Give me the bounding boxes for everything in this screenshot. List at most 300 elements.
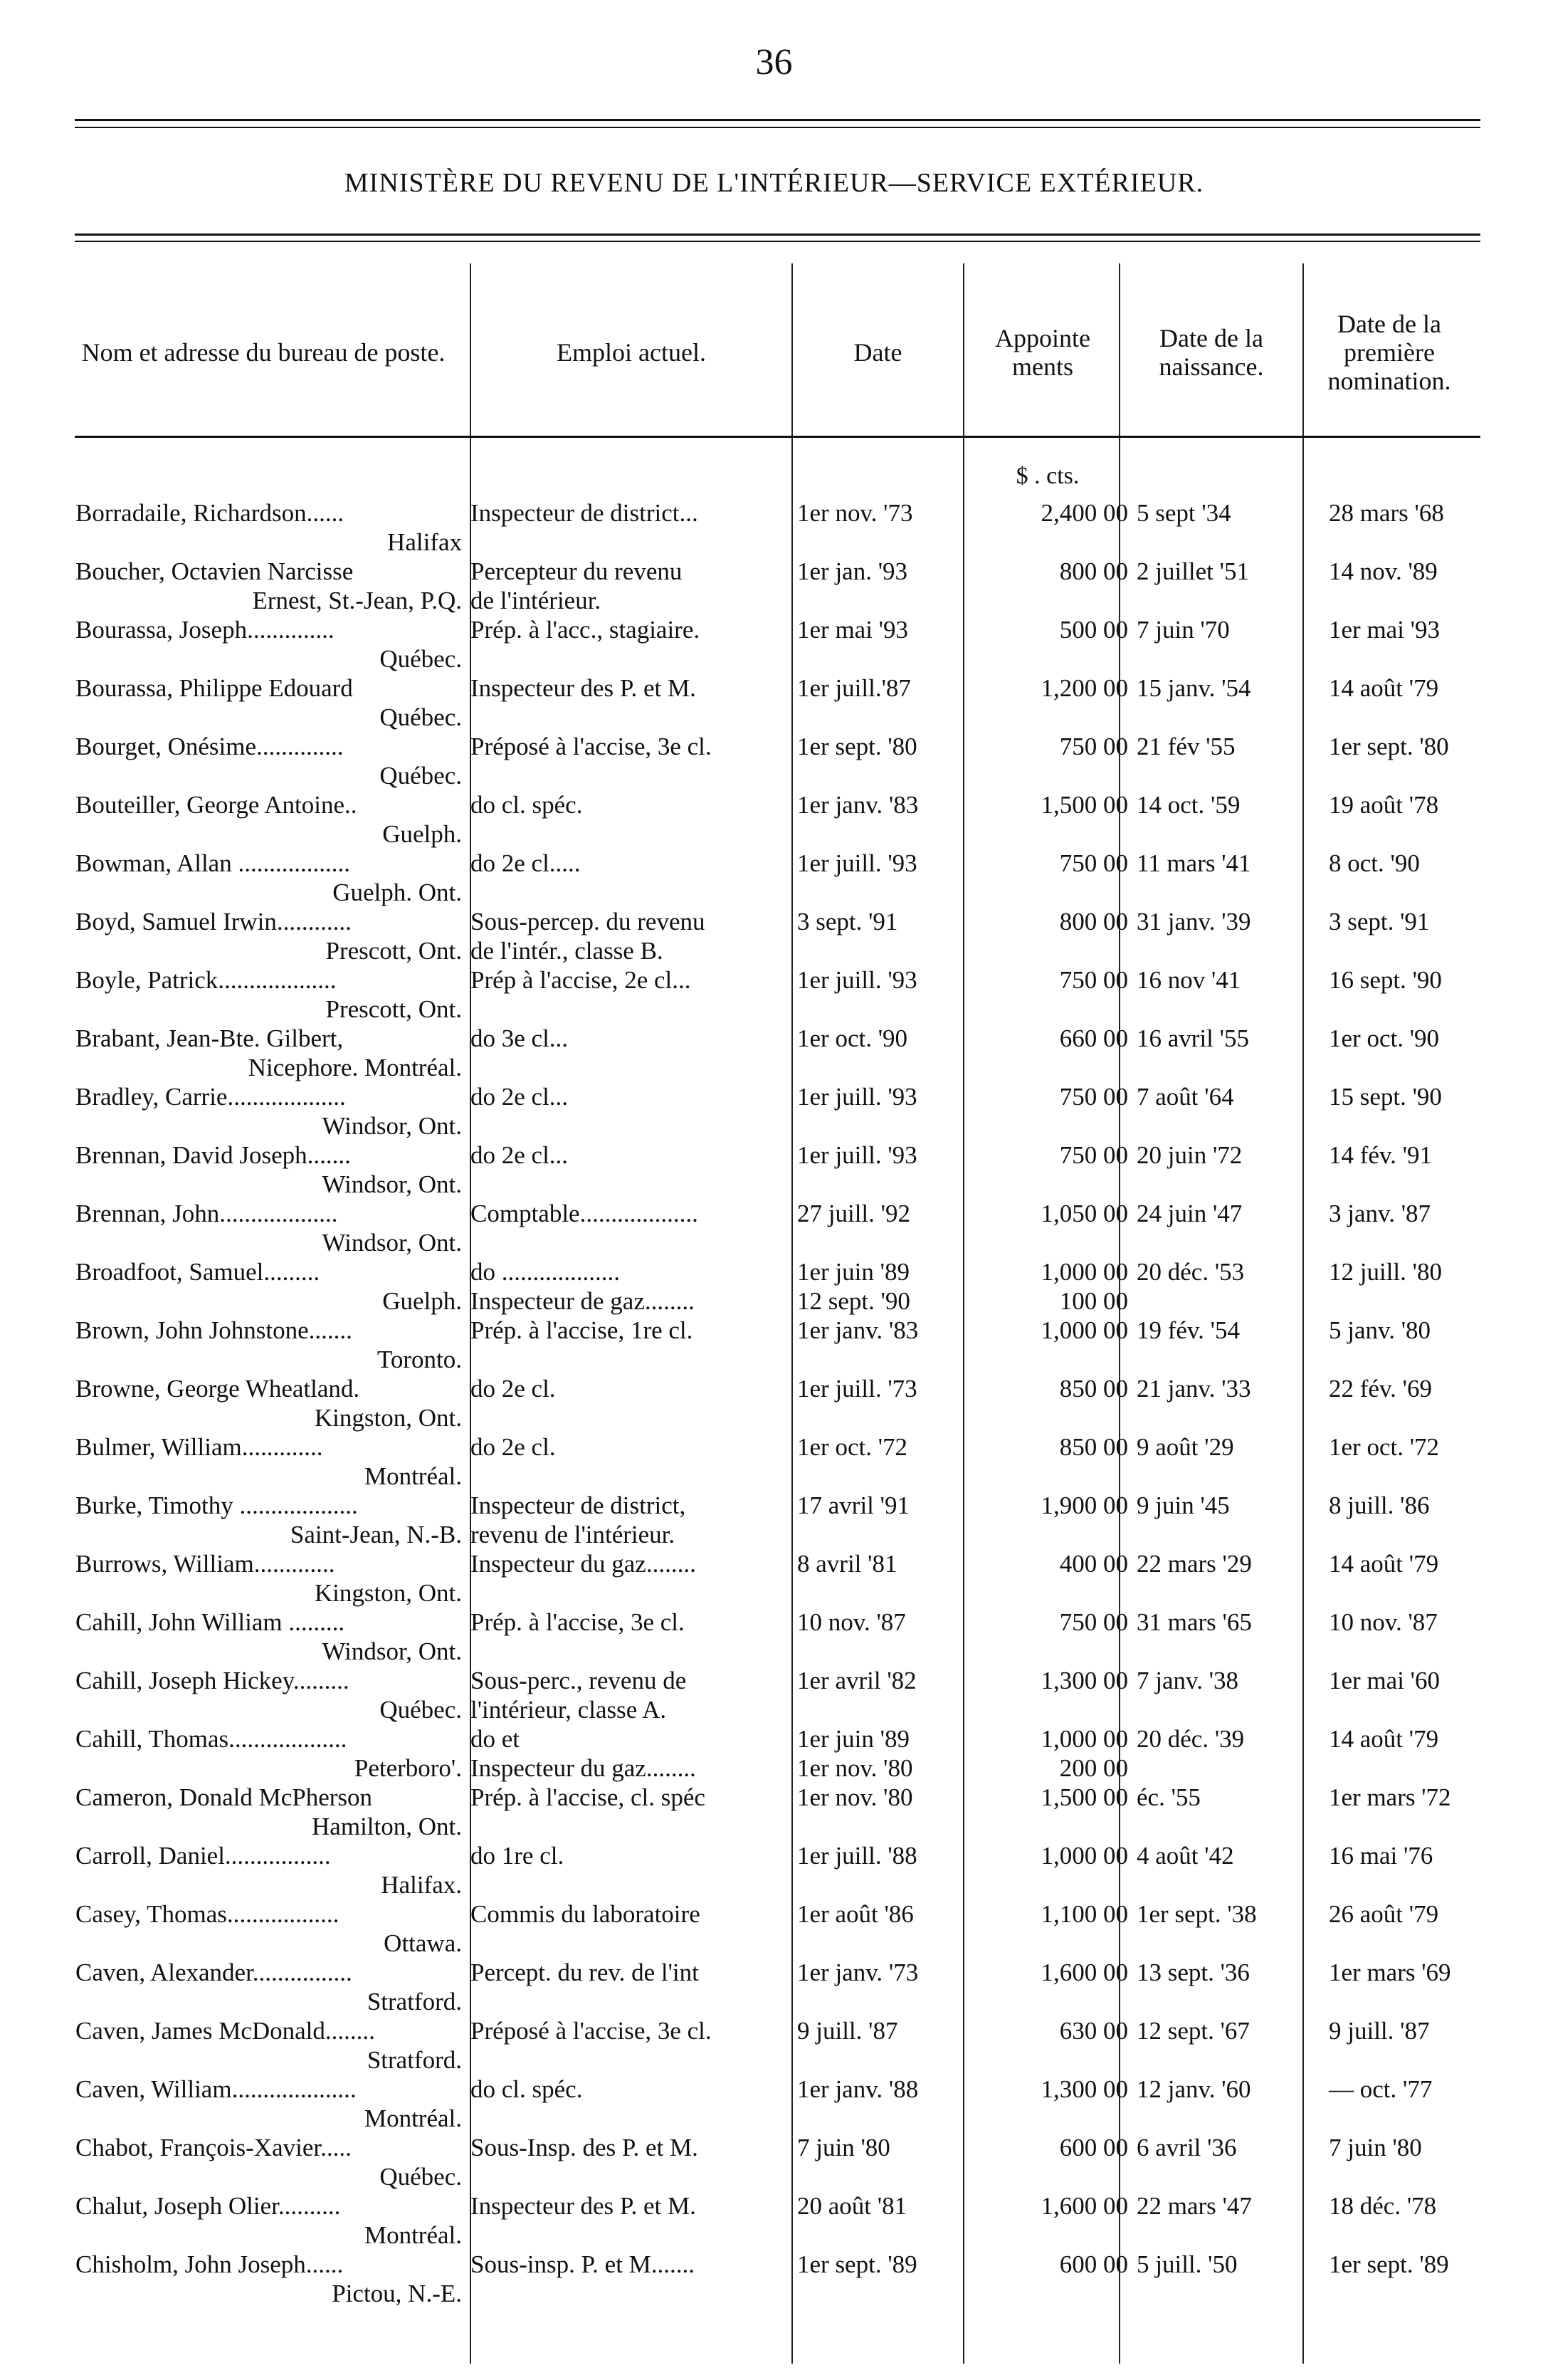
- post-office-address: Guelph.: [382, 1287, 462, 1315]
- naissance-cell: [1132, 1783, 1325, 1841]
- premiere-nomination-text: 1er mai '60: [1329, 1667, 1440, 1694]
- post-office-address: Guelph. Ont.: [332, 879, 462, 906]
- date-cell: [793, 2133, 974, 2191]
- premiere-nomination-cell: [1325, 498, 1507, 557]
- date-text: 9 juill. '87: [797, 2017, 898, 2045]
- naissance-cell: [1132, 1141, 1325, 1199]
- date-cell: [793, 965, 974, 1024]
- appointements-text: 1,300 00: [1041, 2075, 1128, 2103]
- date-text: 7 juin '80: [797, 2134, 890, 2161]
- name-cell: [71, 615, 466, 673]
- date-text: 8 avril '81: [797, 1550, 897, 1578]
- naissance-text: 19 fév. '54: [1137, 1316, 1240, 1344]
- premiere-nomination-text: 9 juill. '87: [1329, 2017, 1430, 2045]
- table-row: [71, 790, 1507, 849]
- name-cell: [71, 1724, 466, 1783]
- date-text: 1er sept. '80: [797, 733, 917, 760]
- premiere-nomination-cell: [1325, 2075, 1507, 2133]
- appointements-text: 800 00: [1059, 557, 1128, 585]
- date-text: 1er oct. '72: [797, 1433, 908, 1461]
- appointements-text: 500 00: [1059, 616, 1128, 644]
- naissance-text: 20 déc. '53: [1137, 1258, 1245, 1286]
- emploi-text: do 2e cl...: [470, 1083, 569, 1111]
- naissance-text: 5 sept '34: [1137, 499, 1231, 527]
- appointements-cell: [974, 1724, 1132, 1783]
- table-row: [71, 1491, 1507, 1549]
- emploi-cell: [466, 1257, 793, 1316]
- name-cell: [71, 965, 466, 1024]
- emploi-text: Inspecteur des P. et M.: [470, 2192, 696, 2220]
- naissance-text: 13 sept. '36: [1137, 1959, 1250, 1986]
- premiere-nomination-cell: [1325, 1432, 1507, 1491]
- premiere-nomination-cell: [1325, 1608, 1507, 1666]
- name-cell: [71, 2191, 466, 2250]
- date-cell: [793, 1316, 974, 1374]
- name-cell: [71, 1257, 466, 1316]
- date-text: 1er avril '82: [797, 1667, 917, 1694]
- naissance-cell: [1132, 1666, 1325, 1724]
- appointements-cell: [974, 732, 1132, 790]
- date-text: 1er oct. '90: [797, 1024, 908, 1052]
- premiere-nomination-text: 15 sept. '90: [1329, 1083, 1442, 1111]
- naissance-text: 21 janv. '33: [1137, 1375, 1251, 1403]
- premiere-nomination-text: 1er oct. '90: [1329, 1024, 1440, 1052]
- emploi-text: Sous-insp. P. et M.......: [470, 2250, 695, 2278]
- appointements-text: 1,600 00: [1041, 1959, 1128, 1986]
- emploi-cell: [466, 907, 793, 965]
- premiere-nomination-text: 3 janv. '87: [1329, 1200, 1431, 1227]
- premiere-nomination-cell: [1325, 1724, 1507, 1783]
- date-text: 17 avril '91: [797, 1492, 910, 1519]
- table-row: [71, 1141, 1507, 1199]
- appointements-cell: [974, 1841, 1132, 1899]
- date-text: 1er jan. '93: [797, 557, 908, 585]
- post-office-address: Saint-Jean, N.-B.: [290, 1521, 462, 1548]
- date-cell: [793, 907, 974, 965]
- premiere-nomination-cell: [1325, 1141, 1507, 1199]
- naissance-text: 1er sept. '38: [1137, 1900, 1257, 1928]
- header-name: Nom et adresse du bureau de poste.: [81, 338, 446, 367]
- name-cell: [71, 2016, 466, 2075]
- employee-name: Burrows, William.............: [75, 1550, 335, 1578]
- table-row: [71, 673, 1507, 732]
- premiere-nomination-cell: [1325, 2191, 1507, 2250]
- premiere-nomination-text: 14 nov. '89: [1329, 557, 1438, 585]
- top-rule-thin: [75, 127, 1480, 128]
- naissance-text: 16 avril '55: [1137, 1024, 1249, 1052]
- premiere-nomination-text: 5 janv. '80: [1329, 1316, 1431, 1344]
- appointements-text: 850 00: [1059, 1433, 1128, 1461]
- date-cell: [793, 615, 974, 673]
- appointements-text: 400 00: [1059, 1550, 1128, 1578]
- naissance-cell: [1132, 1024, 1325, 1082]
- appointements-cell: [974, 673, 1132, 732]
- appointements-text: 2,400 00: [1041, 499, 1128, 527]
- emploi-cell: [466, 2133, 793, 2191]
- naissance-text: 11 mars '41: [1137, 849, 1251, 877]
- naissance-cell: [1132, 2016, 1325, 2075]
- date-text: 1er janv. '73: [797, 1959, 919, 1986]
- date-text: 1er nov. '73: [797, 499, 913, 527]
- naissance-cell: [1132, 1082, 1325, 1141]
- naissance-cell: [1132, 1491, 1325, 1549]
- premiere-nomination-text: 26 août '79: [1329, 1900, 1439, 1928]
- appointements-text: 750 00: [1059, 966, 1128, 994]
- naissance-cell: [1132, 2250, 1325, 2308]
- name-cell: [71, 1024, 466, 1082]
- naissance-text: 9 juin '45: [1137, 1492, 1230, 1519]
- employee-name: Bourassa, Philippe Edouard: [75, 674, 353, 702]
- employee-name: Boyd, Samuel Irwin............: [75, 908, 352, 935]
- employee-table: [71, 498, 1507, 2308]
- emploi-cell: [466, 849, 793, 907]
- naissance-cell: [1132, 2075, 1325, 2133]
- appointements-text: 1,100 00: [1041, 1900, 1128, 1928]
- date-cell: [793, 1549, 974, 1608]
- naissance-text: 22 mars '47: [1137, 2192, 1252, 2220]
- table-row: [71, 1666, 1507, 1724]
- post-office-address: Québec.: [379, 1696, 462, 1724]
- appointements-text: 1,200 00: [1041, 674, 1128, 702]
- employee-name: Bouteiller, George Antoine..: [75, 791, 357, 819]
- date-text: 1er nov. '80: [797, 1754, 913, 1782]
- employee-name: Cahill, John William .........: [75, 1608, 345, 1636]
- table-row: [71, 965, 1507, 1024]
- name-cell: [71, 2250, 466, 2308]
- employee-name: Chabot, François-Xavier.....: [75, 2134, 352, 2161]
- table-row: [71, 1316, 1507, 1374]
- naissance-cell: [1132, 965, 1325, 1024]
- emploi-text: Inspecteur des P. et M.: [470, 674, 696, 702]
- date-text: 20 août '81: [797, 2192, 907, 2220]
- premiere-nomination-cell: [1325, 615, 1507, 673]
- appointements-cell: [974, 2075, 1132, 2133]
- name-cell: [71, 1374, 466, 1432]
- date-cell: [793, 2250, 974, 2308]
- employee-name: Brown, John Johnstone.......: [75, 1316, 352, 1344]
- date-cell: [793, 673, 974, 732]
- premiere-nomination-text: 1er oct. '72: [1329, 1433, 1440, 1461]
- premiere-nomination-cell: [1325, 790, 1507, 849]
- naissance-cell: [1132, 1841, 1325, 1899]
- emploi-text: Prép. à l'accise, cl. spéc: [470, 1783, 705, 1811]
- date-text: 1er juill. '88: [797, 1842, 917, 1870]
- employee-name: Burke, Timothy ...................: [75, 1492, 358, 1519]
- column-header-rule: [75, 436, 1480, 438]
- premiere-nomination-cell: [1325, 1841, 1507, 1899]
- emploi-text: Préposé à l'accise, 3e cl.: [470, 733, 712, 760]
- date-cell: [793, 1491, 974, 1549]
- date-cell: [793, 849, 974, 907]
- emploi-cell: [466, 2075, 793, 2133]
- post-office-address: Ottawa.: [384, 1929, 462, 1957]
- emploi-text: do 2e cl.....: [470, 849, 581, 877]
- date-cell: [793, 2075, 974, 2133]
- name-cell: [71, 1608, 466, 1666]
- appointements-text: 1,500 00: [1041, 791, 1128, 819]
- appointements-text: 750 00: [1059, 733, 1128, 760]
- premiere-nomination-text: 16 sept. '90: [1329, 966, 1442, 994]
- date-text: 1er mai '93: [797, 616, 908, 644]
- appointements-text: 1,500 00: [1041, 1783, 1128, 1811]
- appointements-cell: [974, 2250, 1132, 2308]
- appointements-text: 600 00: [1059, 2134, 1128, 2161]
- appointements-text: 1,900 00: [1041, 1492, 1128, 1519]
- emploi-text: Prép. à l'acc., stagiaire.: [470, 616, 700, 644]
- appointements-cell: [974, 1374, 1132, 1432]
- date-cell: [793, 1082, 974, 1141]
- name-cell: [71, 1082, 466, 1141]
- date-text: 1er janv. '83: [797, 1316, 919, 1344]
- emploi-cell: [466, 1783, 793, 1841]
- date-cell: [793, 1199, 974, 1257]
- premiere-nomination-text: 8 juill. '86: [1329, 1492, 1430, 1519]
- appointements-text: 1,000 00: [1041, 1258, 1128, 1286]
- post-office-address: Québec.: [379, 703, 462, 731]
- premiere-nomination-cell: [1325, 2250, 1507, 2308]
- premiere-nomination-cell: [1325, 1666, 1507, 1724]
- currency-label: $ . cts.: [1016, 463, 1080, 489]
- appointements-cell: [974, 1899, 1132, 1958]
- appointements-cell: [974, 849, 1132, 907]
- date-cell: [793, 1783, 974, 1841]
- emploi-text: Sous-percep. du revenu: [470, 908, 705, 935]
- page-title: MINISTÈRE DU REVENU DE L'INTÉRIEUR—SERVICE EXTÉRIEUR.: [344, 168, 1204, 198]
- naissance-text: 9 août '29: [1137, 1433, 1234, 1461]
- premiere-nomination-text: 14 août '79: [1329, 1550, 1439, 1578]
- date-cell: [793, 732, 974, 790]
- appointements-cell: [974, 2191, 1132, 2250]
- date-text: 1er nov. '80: [797, 1783, 913, 1811]
- appointements-text: 750 00: [1059, 1141, 1128, 1169]
- name-cell: [71, 1783, 466, 1841]
- table-row: [71, 615, 1507, 673]
- emploi-text: do 2e cl...: [470, 1141, 569, 1169]
- date-cell: [793, 1024, 974, 1082]
- naissance-text: 14 oct. '59: [1137, 791, 1241, 819]
- appointements-text: 850 00: [1059, 1375, 1128, 1403]
- premiere-nomination-text: 10 nov. '87: [1329, 1608, 1438, 1636]
- appointements-cell: [974, 1958, 1132, 2016]
- employee-name: Cameron, Donald McPherson: [75, 1783, 373, 1811]
- employee-name: Carroll, Daniel.................: [75, 1842, 331, 1870]
- date-cell: [793, 1374, 974, 1432]
- naissance-cell: [1132, 2133, 1325, 2191]
- emploi-cell: [466, 1549, 793, 1608]
- employee-name: Casey, Thomas..................: [75, 1900, 339, 1928]
- premiere-nomination-text: 18 déc. '78: [1329, 2192, 1437, 2220]
- naissance-text: 7 août '64: [1137, 1083, 1234, 1111]
- table-row: [71, 2191, 1507, 2250]
- appointements-cell: [974, 2133, 1132, 2191]
- table-row: [71, 2075, 1507, 2133]
- appointements-text: 1,050 00: [1041, 1200, 1128, 1227]
- post-office-address: Québec.: [379, 645, 462, 673]
- table-row: [71, 1549, 1507, 1608]
- post-office-address: Kingston, Ont.: [314, 1404, 462, 1432]
- post-office-address: Windsor, Ont.: [322, 1229, 462, 1257]
- post-office-address: Prescott, Ont.: [325, 995, 462, 1023]
- employee-name: Caven, Alexander................: [75, 1959, 352, 1986]
- employee-name: Chalut, Joseph Olier..........: [75, 2192, 341, 2220]
- date-cell: [793, 1724, 974, 1783]
- appointements-text: 750 00: [1059, 1083, 1128, 1111]
- premiere-nomination-text: 1er sept. '89: [1329, 2250, 1449, 2278]
- name-cell: [71, 732, 466, 790]
- appointements-cell: [974, 1783, 1132, 1841]
- appointements-cell: [974, 1666, 1132, 1724]
- premiere-nomination-cell: [1325, 1899, 1507, 1958]
- emploi-text: do cl. spéc.: [470, 2075, 583, 2103]
- emploi-text: Préposé à l'accise, 3e cl.: [470, 2017, 712, 2045]
- employee-name: Bourget, Onésime..............: [75, 733, 344, 760]
- table-row: [71, 2133, 1507, 2191]
- post-office-address: Hamilton, Ont.: [312, 1813, 462, 1840]
- employee-name: Cahill, Joseph Hickey.........: [75, 1667, 349, 1694]
- date-cell: [793, 2191, 974, 2250]
- table-row: [71, 1082, 1507, 1141]
- date-cell: [793, 790, 974, 849]
- appointements-text: 1,000 00: [1041, 1842, 1128, 1870]
- table-row: [71, 732, 1507, 790]
- premiere-nomination-text: 28 mars '68: [1329, 499, 1444, 527]
- appointements-text: 600 00: [1059, 2250, 1128, 2278]
- premiere-nomination-cell: [1325, 2016, 1507, 2075]
- emploi-text: Comptable...................: [470, 1200, 698, 1227]
- premiere-nomination-cell: [1325, 2133, 1507, 2191]
- employee-name: Browne, George Wheatland.: [75, 1375, 360, 1403]
- name-cell: [71, 1432, 466, 1491]
- appointements-cell: [974, 1082, 1132, 1141]
- employee-name: Brennan, David Joseph.......: [75, 1141, 351, 1169]
- emploi-text: Sous-perc., revenu de: [470, 1667, 687, 1694]
- emploi-text: do 3e cl...: [470, 1024, 569, 1052]
- name-cell: [71, 1491, 466, 1549]
- post-office-address: Halifax.: [381, 1871, 462, 1899]
- appointements-cell: [974, 498, 1132, 557]
- naissance-cell: [1132, 1374, 1325, 1432]
- naissance-text: 12 sept. '67: [1137, 2017, 1250, 2045]
- premiere-nomination-text: 22 fév. '69: [1329, 1375, 1432, 1403]
- naissance-text: éc. '55: [1137, 1783, 1201, 1811]
- emploi-cell: [466, 1899, 793, 1958]
- date-cell: [793, 1141, 974, 1199]
- emploi-cell: [466, 1724, 793, 1783]
- naissance-cell: [1132, 615, 1325, 673]
- naissance-text: 20 juin '72: [1137, 1141, 1243, 1169]
- post-office-address: Ernest, St.-Jean, P.Q.: [252, 587, 462, 614]
- date-text: 1er juill. '93: [797, 1083, 917, 1111]
- date-text: 1er juill. '93: [797, 966, 917, 994]
- table-row: [71, 1432, 1507, 1491]
- naissance-cell: [1132, 1432, 1325, 1491]
- appointements-cell: [974, 907, 1132, 965]
- premiere-nomination-text: 8 oct. '90: [1329, 849, 1420, 877]
- name-cell: [71, 790, 466, 849]
- name-cell: [71, 1666, 466, 1724]
- post-office-address: Nicephore. Montréal.: [248, 1054, 462, 1081]
- appointements-cell: [974, 1199, 1132, 1257]
- name-cell: [71, 1549, 466, 1608]
- emploi-text: Prép. à l'accise, 1re cl.: [470, 1316, 693, 1344]
- premiere-nomination-cell: [1325, 1199, 1507, 1257]
- employee-name: Bulmer, William.............: [75, 1433, 323, 1461]
- table-row: [71, 1608, 1507, 1666]
- table-row: [71, 1024, 1507, 1082]
- appointements-text: 800 00: [1059, 908, 1128, 935]
- header-premiere: Date de la première nomination.: [1327, 310, 1451, 395]
- date-text: 12 sept. '90: [797, 1287, 910, 1315]
- naissance-text: 15 janv. '54: [1137, 674, 1251, 702]
- table-row: [71, 849, 1507, 907]
- premiere-nomination-text: 7 juin '80: [1329, 2134, 1422, 2161]
- employee-name: Caven, William....................: [75, 2075, 357, 2103]
- naissance-text: 7 juin '70: [1137, 616, 1230, 644]
- post-office-address: Halifax: [387, 528, 462, 556]
- appointements-cell: [974, 1608, 1132, 1666]
- appointements-cell: [974, 1491, 1132, 1549]
- post-office-address: Québec.: [379, 762, 462, 790]
- appointements-cell: [974, 1141, 1132, 1199]
- emploi-text: do 2e cl.: [470, 1433, 556, 1461]
- date-text: 1er juill. '93: [797, 849, 917, 877]
- emploi-text: l'intérieur, classe A.: [470, 1696, 667, 1724]
- header-emploi: Emploi actuel.: [557, 338, 706, 367]
- header-date: Date: [853, 338, 902, 367]
- premiere-nomination-text: 14 août '79: [1329, 674, 1439, 702]
- naissance-cell: [1132, 1257, 1325, 1316]
- naissance-cell: [1132, 1199, 1325, 1257]
- premiere-nomination-cell: [1325, 1491, 1507, 1549]
- emploi-cell: [466, 965, 793, 1024]
- naissance-text: 4 août '42: [1137, 1842, 1234, 1870]
- appointements-text: 750 00: [1059, 1608, 1128, 1636]
- table-row: [71, 557, 1507, 615]
- premiere-nomination-cell: [1325, 849, 1507, 907]
- date-cell: [793, 1899, 974, 1958]
- date-text: 1er juill. '93: [797, 1141, 917, 1169]
- appointements-text: 1,000 00: [1041, 1316, 1128, 1344]
- emploi-cell: [466, 790, 793, 849]
- emploi-text: revenu de l'intérieur.: [470, 1521, 675, 1548]
- appointements-cell: [974, 1432, 1132, 1491]
- emploi-text: do et: [470, 1725, 520, 1753]
- emploi-cell: [466, 732, 793, 790]
- naissance-text: 20 déc. '39: [1137, 1725, 1245, 1753]
- name-cell: [71, 1199, 466, 1257]
- emploi-text: Percept. du rev. de l'int: [470, 1959, 699, 1986]
- emploi-cell: [466, 1316, 793, 1374]
- header-appointements: Appointe ments: [995, 324, 1090, 381]
- appointements-cell: [974, 2016, 1132, 2075]
- naissance-text: 24 juin '47: [1137, 1200, 1243, 1227]
- employee-name: Brennan, John...................: [75, 1200, 338, 1227]
- table-row: [71, 2016, 1507, 2075]
- emploi-cell: [466, 1141, 793, 1199]
- premiere-nomination-text: 14 août '79: [1329, 1725, 1439, 1753]
- employee-name: Caven, James McDonald........: [75, 2017, 375, 2045]
- naissance-cell: [1132, 1899, 1325, 1958]
- employee-name: Broadfoot, Samuel.........: [75, 1258, 320, 1286]
- post-office-address: Guelph.: [382, 820, 462, 848]
- post-office-address: Stratford.: [367, 2046, 462, 2074]
- date-text: 1er sept. '89: [797, 2250, 917, 2278]
- emploi-text: do 2e cl.: [470, 1375, 556, 1403]
- naissance-text: 16 nov '41: [1137, 966, 1241, 994]
- table-row: [71, 1257, 1507, 1316]
- emploi-cell: [466, 1666, 793, 1724]
- employee-name: Cahill, Thomas...................: [75, 1725, 347, 1753]
